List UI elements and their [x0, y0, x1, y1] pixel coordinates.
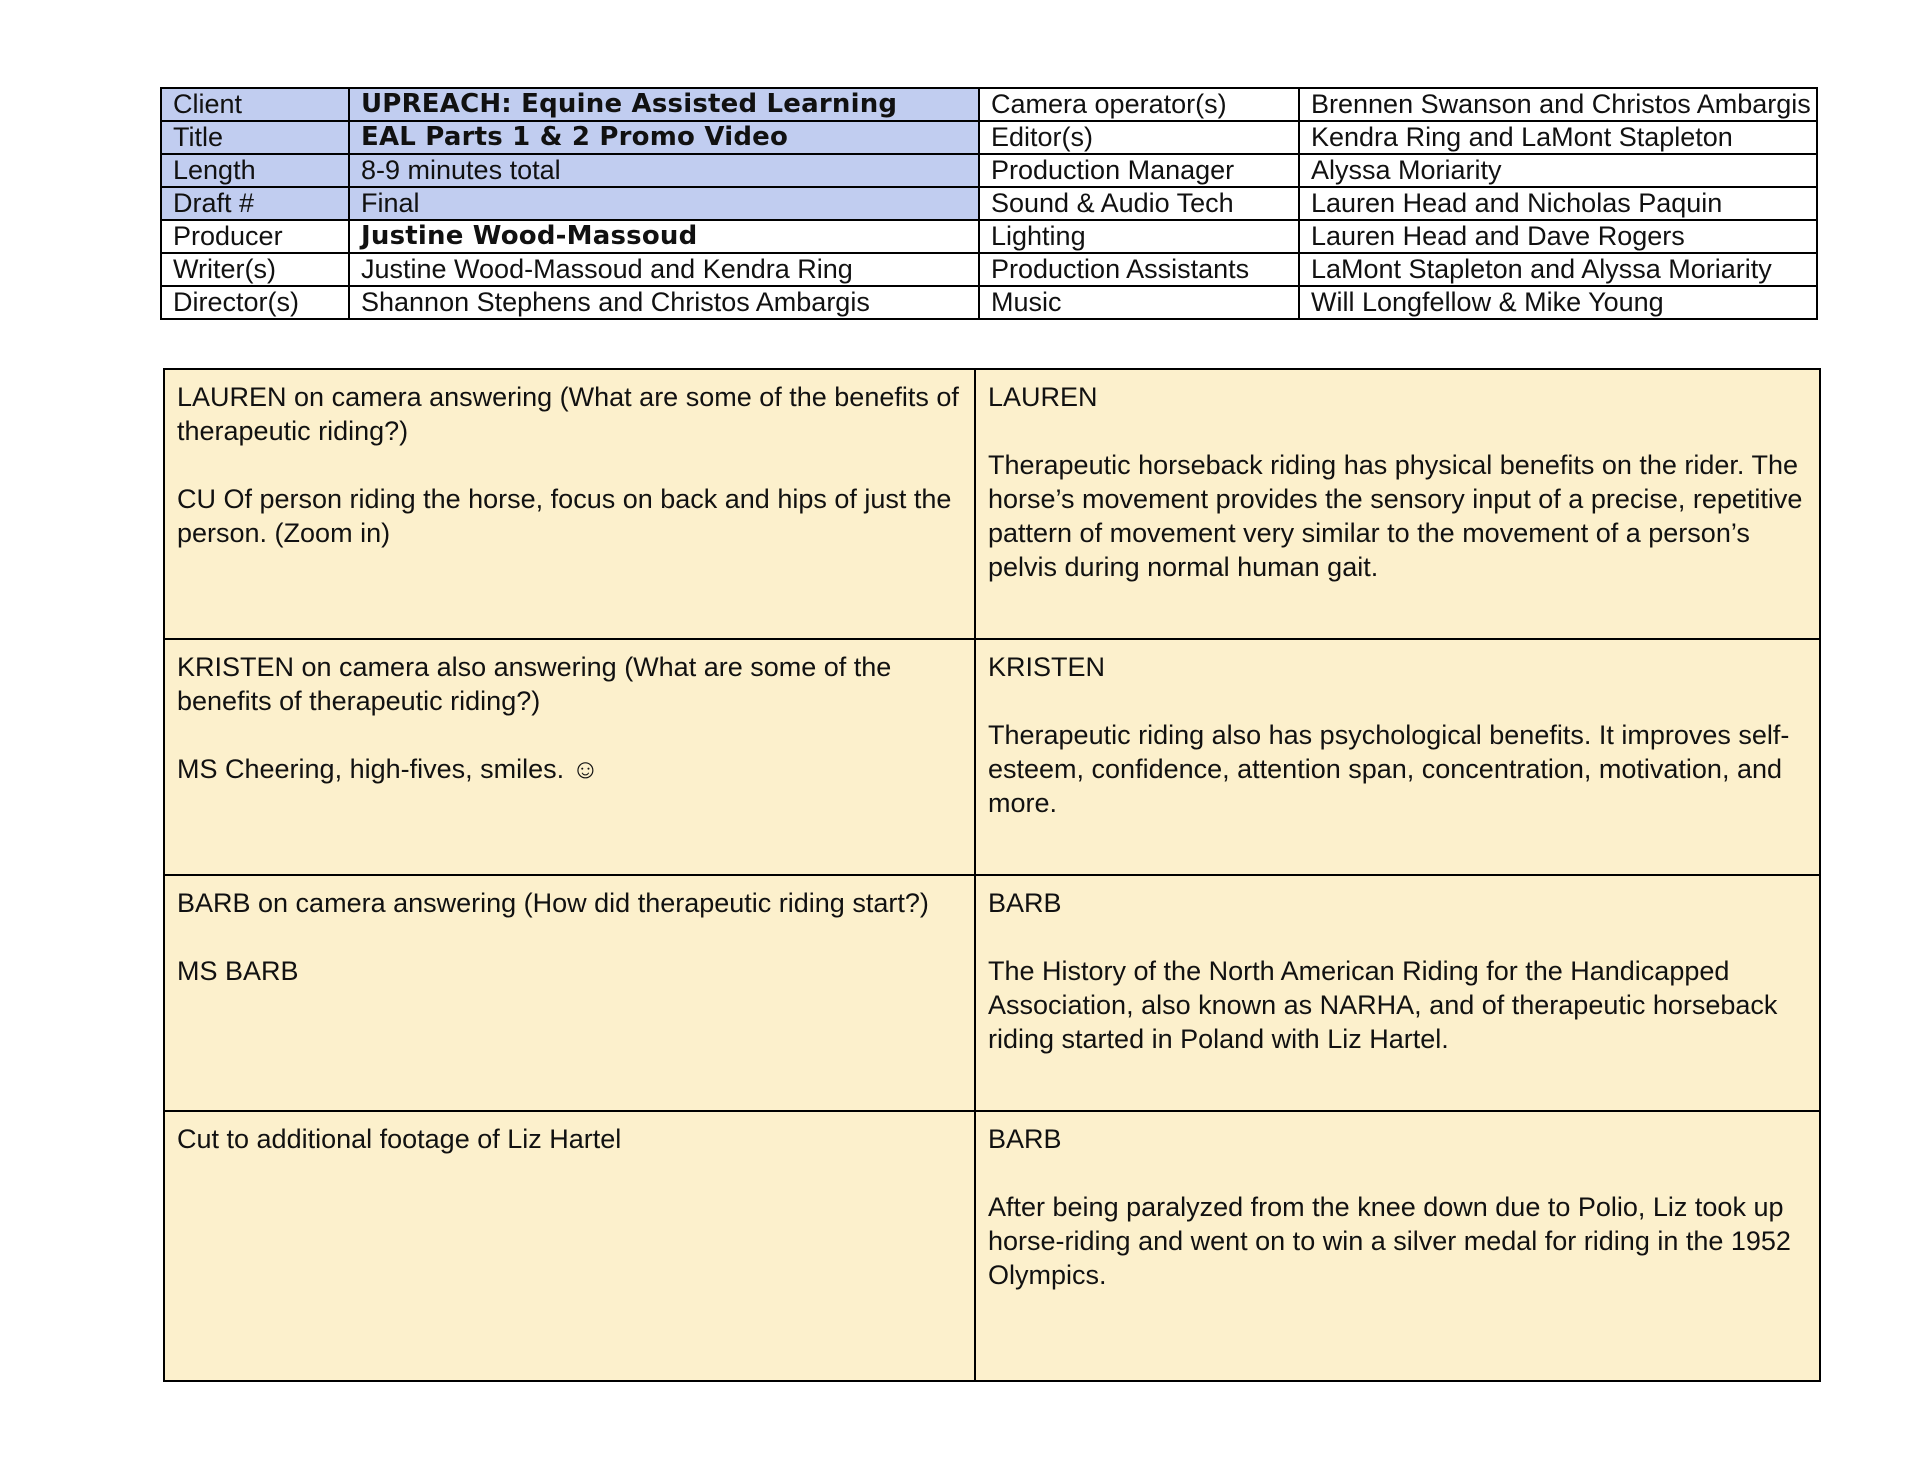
speaker-name: BARB	[988, 1124, 1062, 1154]
crew-role: Editor(s)	[979, 121, 1299, 154]
video-direction: BARB on camera answering (How did therapeutic riding start?)	[177, 888, 929, 918]
speaker-name: BARB	[988, 888, 1062, 918]
info-value: Justine Wood-Massoud and Kendra Ring	[349, 253, 979, 286]
video-direction: CU Of person riding the horse, focus on back and hips of just the person. (Zoom in)	[177, 484, 952, 548]
script-table	[163, 368, 1821, 1382]
info-label: Director(s)	[161, 286, 349, 319]
video-cell	[164, 875, 975, 1111]
video-direction: Cut to additional footage of Liz Hartel	[177, 1124, 622, 1154]
crew-role: Production Assistants	[979, 253, 1299, 286]
info-value: Final	[349, 187, 979, 220]
info-value: EAL Parts 1 & 2 Promo Video	[349, 121, 979, 154]
crew-role: Production Manager	[979, 154, 1299, 187]
video-direction: MS BARB	[177, 956, 299, 986]
crew-names: Alyssa Moriarity	[1299, 154, 1817, 187]
info-row	[161, 220, 1817, 253]
script-row	[164, 639, 1820, 875]
crew-names: Lauren Head and Nicholas Paquin	[1299, 187, 1817, 220]
info-label: Length	[161, 154, 349, 187]
crew-names: Brennen Swanson and Christos Ambargis	[1299, 88, 1817, 121]
script-row	[164, 1111, 1820, 1381]
audio-cell	[975, 1111, 1820, 1381]
audio-cell	[975, 875, 1820, 1111]
audio-text: After being paralyzed from the knee down due to Polio, Liz took up horse-riding and went on to win a silver medal for riding in the 1952 Olympics.	[988, 1192, 1791, 1290]
audio-text: Therapeutic riding also has psychological benefits. It improves self-esteem, confidence, attention span, concentration, motivation, and more.	[988, 720, 1790, 818]
info-value: UPREACH: Equine Assisted Learning	[349, 88, 979, 121]
script-row	[164, 369, 1820, 639]
crew-role: Music	[979, 286, 1299, 319]
info-row	[161, 88, 1817, 121]
video-direction: LAUREN on camera answering (What are some of the benefits of therapeutic riding?)	[177, 382, 959, 446]
video-cell	[164, 369, 975, 639]
info-label: Producer	[161, 220, 349, 253]
production-info-table	[160, 87, 1818, 320]
crew-role: Lighting	[979, 220, 1299, 253]
info-row	[161, 121, 1817, 154]
info-label: Draft #	[161, 187, 349, 220]
crew-names: LaMont Stapleton and Alyssa Moriarity	[1299, 253, 1817, 286]
crew-names: Will Longfellow & Mike Young	[1299, 286, 1817, 319]
audio-cell	[975, 369, 1820, 639]
speaker-name: LAUREN	[988, 382, 1098, 412]
crew-role: Sound & Audio Tech	[979, 187, 1299, 220]
info-value: Justine Wood-Massoud	[349, 220, 979, 253]
info-row	[161, 154, 1817, 187]
audio-cell	[975, 639, 1820, 875]
info-label: Client	[161, 88, 349, 121]
video-direction: MS Cheering, high-fives, smiles. ☺	[177, 754, 600, 784]
crew-names: Lauren Head and Dave Rogers	[1299, 220, 1817, 253]
info-label: Writer(s)	[161, 253, 349, 286]
crew-role: Camera operator(s)	[979, 88, 1299, 121]
info-row	[161, 187, 1817, 220]
video-cell	[164, 639, 975, 875]
info-row	[161, 286, 1817, 319]
script-row	[164, 875, 1820, 1111]
info-value: 8-9 minutes total	[349, 154, 979, 187]
video-direction: KRISTEN on camera also answering (What are some of the benefits of therapeutic riding?)	[177, 652, 892, 716]
video-cell	[164, 1111, 975, 1381]
speaker-name: KRISTEN	[988, 652, 1106, 682]
audio-text: Therapeutic horseback riding has physical benefits on the rider. The horse’s movement provides the sensory input of a precise, repetitive pattern of movement very similar to the movement of a person’s pelvis during normal human gait.	[988, 450, 1803, 582]
audio-text: The History of the North American Riding for the Handicapped Association, also known as NARHA, and of therapeutic horseback riding started in Poland with Liz Hartel.	[988, 956, 1778, 1054]
info-row	[161, 253, 1817, 286]
info-label: Title	[161, 121, 349, 154]
crew-names: Kendra Ring and LaMont Stapleton	[1299, 121, 1817, 154]
info-value: Shannon Stephens and Christos Ambargis	[349, 286, 979, 319]
